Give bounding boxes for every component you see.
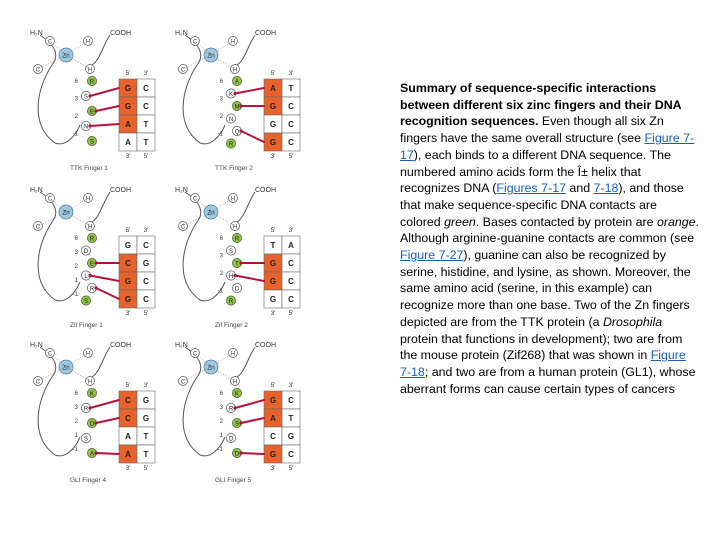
caption-title: Summary of sequence-specific interactions between different six zinc fingers and their DNA recognition sequences. [400, 81, 682, 129]
helix-residue-label: D [234, 286, 240, 293]
position-number: 6 [219, 79, 223, 85]
helix-residue-label: H [228, 273, 234, 280]
helix-residue-label: R [89, 286, 95, 293]
helix-residue-label: D [234, 451, 240, 458]
position-number: 3 [219, 253, 223, 260]
dna-base: A [125, 138, 131, 147]
position-number: 3 [74, 96, 78, 103]
position-number: 3 [219, 405, 223, 411]
zinc-label: Zn [62, 209, 70, 217]
n-terminus-label: H₂N [30, 30, 43, 37]
dna-pair-base: C [288, 277, 294, 286]
contact-line [235, 276, 264, 282]
dna-base: G [124, 295, 132, 304]
caption-green: green [444, 214, 476, 229]
contact-line [90, 124, 119, 126]
panel-label: GLI Finger 5 [215, 477, 252, 484]
dna-base: G [124, 241, 132, 250]
position-number: 2 [219, 419, 223, 425]
dna-3prime-label: 3' [270, 465, 276, 472]
ligand-residue-label: C [47, 39, 53, 46]
caption-text: . Although arginine-guanine contacts are common (see [400, 214, 699, 246]
caption-drosophila: Drosophila [602, 314, 663, 329]
contact-line [241, 418, 264, 423]
c-terminus-label: COOH [110, 342, 131, 349]
backbone-tail [92, 347, 110, 377]
dna-5prime-label: 5' [143, 153, 149, 160]
position-number: 6 [219, 236, 223, 242]
position-number: 6 [74, 391, 78, 397]
ligand-residue-label: H [85, 39, 91, 46]
helix-residue-label: D [228, 436, 234, 443]
position-number: -1 [217, 131, 223, 138]
dna-base: G [269, 396, 277, 405]
helix-residue-label: E [89, 109, 95, 116]
dna-pair-base: C [143, 102, 149, 111]
position-number: 3 [74, 250, 78, 256]
ligand-residue-label: H [230, 351, 236, 358]
dna-5prime-label: 5' [125, 70, 131, 77]
backbone-loop [180, 347, 225, 456]
panel-label: Zif Finger 2 [215, 322, 248, 329]
ligand-residue-label: C [192, 196, 198, 203]
contact-line [235, 400, 264, 408]
ligand-residue-label: C [47, 351, 53, 358]
contact-line [96, 106, 119, 111]
backbone-loop [35, 192, 80, 301]
c-terminus-label: COOH [255, 342, 276, 349]
position-number: 6 [219, 391, 223, 397]
dna-3prime-label: 3' [143, 382, 149, 389]
position-number: -1 [217, 288, 223, 295]
helix-residue-label: R [89, 79, 95, 86]
dna-3prime-label: 3' [288, 227, 294, 234]
dna-base: C [270, 432, 276, 441]
finger-panel [175, 30, 300, 172]
helix-residue-label: T [235, 261, 239, 268]
backbone-tail [237, 35, 255, 65]
ligand-residue-label: H [230, 196, 236, 203]
dna-base: G [124, 102, 132, 111]
helix-residue-label: K [228, 91, 234, 98]
helix-residue-label: Q [234, 129, 240, 136]
link-figure-7-18[interactable]: 7-18 [593, 181, 619, 196]
finger-panel [30, 342, 155, 484]
dna-base: A [125, 432, 131, 441]
c-terminus-label: COOH [110, 30, 131, 37]
finger-panel [175, 187, 300, 329]
caption-text: ), and those that make sequence-specific DNA contacts are colored [400, 181, 684, 229]
ligand-residue-label: H [87, 67, 93, 74]
ligand-residue-label: H [85, 196, 91, 203]
ligand-residue-label: H [85, 351, 91, 358]
dna-3prime-label: 3' [270, 153, 276, 160]
helix-residue-label: L [84, 273, 88, 280]
dna-pair-base: C [143, 277, 149, 286]
helix-residue-label: D [83, 248, 89, 255]
zinc-label: Zn [62, 364, 70, 372]
dna-pair-base: T [288, 84, 294, 93]
helix-residue-label: R [234, 236, 240, 243]
n-terminus-label: H₂N [175, 187, 188, 194]
helix-residue-label: R [228, 141, 234, 148]
dna-3prime-label: 3' [143, 70, 149, 77]
dna-base: C [125, 414, 131, 423]
panel-label: Zif Finger 1 [70, 322, 103, 329]
backbone-tail [237, 192, 255, 222]
contact-line [90, 88, 119, 96]
dna-base: G [269, 120, 277, 129]
contact-line [90, 276, 119, 282]
n-terminus-label: H₂N [175, 342, 188, 349]
dna-base: C [125, 259, 131, 268]
dna-pair-base: C [288, 295, 294, 304]
dna-5prime-label: 5' [143, 465, 149, 472]
n-terminus-label: H₂N [175, 30, 188, 37]
panel-label: GLI Finger 4 [70, 477, 107, 484]
dna-base: G [124, 277, 132, 286]
dna-3prime-label: 3' [125, 310, 131, 317]
dna-pair-base: T [288, 414, 294, 423]
dna-5prime-label: 5' [288, 310, 294, 317]
helix-residue-label: S [83, 94, 89, 101]
ligand-residue-label: H [87, 379, 93, 386]
position-number: 1 [74, 278, 78, 284]
ligand-residue-label: C [180, 67, 186, 74]
dna-base: G [269, 138, 277, 147]
zinc-label: Zn [207, 209, 215, 217]
helix-residue-label: K [234, 391, 240, 398]
ligand-residue-label: H [230, 39, 236, 46]
dna-base: G [269, 450, 277, 459]
dna-pair-base: G [142, 414, 150, 423]
finger-panel [175, 342, 300, 484]
caption-text: ), each binds to a different DNA sequence. The numbered amino acids form the Î± helix that recognizes DNA ( [400, 147, 671, 196]
link-figures-7-17[interactable]: Figures 7-17 [496, 181, 566, 196]
dna-5prime-label: 5' [270, 382, 276, 389]
helix-residue-label: N [228, 116, 234, 123]
dna-5prime-label: 5' [270, 70, 276, 77]
helix-residue-label: R [228, 298, 234, 305]
position-number: -1 [217, 447, 223, 453]
ligand-residue-label: C [192, 351, 198, 358]
helix-residue-label: S [89, 139, 95, 146]
ligand-residue-label: C [192, 39, 198, 46]
ligand-residue-label: H [232, 379, 238, 386]
backbone-loop [35, 347, 80, 456]
dna-base: G [269, 277, 277, 286]
dna-pair-base: G [142, 259, 150, 268]
caption-orange: orange [656, 214, 696, 229]
ligand-residue-label: H [232, 224, 238, 231]
helix-residue-label: E [89, 261, 95, 268]
c-terminus-label: COOH [255, 30, 276, 37]
ligand-residue-label: C [35, 379, 41, 386]
position-number: 1 [219, 433, 223, 439]
contact-line [96, 418, 119, 423]
position-number: 3 [74, 405, 78, 411]
backbone-loop [35, 35, 80, 144]
dna-pair-base: C [288, 450, 294, 459]
zinc-label: Zn [207, 52, 215, 60]
helix-residue-label: S [83, 298, 89, 305]
contact-line [241, 453, 264, 454]
position-number: 2 [74, 264, 78, 270]
helix-residue-label: K [89, 391, 95, 398]
dna-3prime-label: 3' [143, 227, 149, 234]
c-terminus-label: COOH [255, 187, 276, 194]
ligand-residue-label: H [232, 67, 238, 74]
backbone-loop [180, 35, 225, 144]
backbone-tail [92, 35, 110, 65]
helix-residue-label: A [234, 79, 240, 86]
position-number: 2 [219, 271, 223, 277]
position-number: -1 [72, 131, 78, 138]
link-figure-7-17[interactable]: Figure 7-17 [400, 131, 695, 162]
zinc-label: Zn [207, 364, 215, 372]
helix-residue-label: A [89, 451, 95, 458]
ligand-residue-label: C [35, 67, 41, 74]
helix-residue-label: R [83, 406, 89, 413]
caption-text: Even though all six Zn fingers have the same overall structure (see [400, 114, 664, 146]
dna-pair-base: T [143, 120, 149, 129]
caption-text: protein that functions in development); two are from the mouse protein (Zif268) that was shown in [400, 331, 683, 363]
dna-base: A [270, 84, 276, 93]
figure-caption [400, 80, 700, 397]
contact-line [235, 88, 264, 94]
caption-text: and [565, 181, 594, 196]
helix-residue-label: R [89, 236, 95, 243]
position-number: 2 [219, 114, 223, 120]
helix-residue-label: S [83, 436, 89, 443]
position-number: 6 [74, 79, 78, 85]
dna-pair-base: C [288, 120, 294, 129]
dna-base: G [269, 259, 277, 268]
position-number: 2 [74, 114, 78, 120]
dna-pair-base: T [143, 432, 149, 441]
dna-pair-base: C [288, 102, 294, 111]
backbone-tail [92, 192, 110, 222]
contact-line [96, 288, 119, 299]
helix-residue-label: S [234, 421, 240, 428]
dna-pair-base: T [143, 138, 149, 147]
helix-residue-label: M [234, 104, 240, 111]
backbone-loop [180, 192, 225, 301]
contact-line [241, 131, 264, 142]
link-figure-7-18-b[interactable]: Figure 7-18 [400, 348, 686, 379]
position-number: 1 [74, 433, 78, 439]
finger-panel [30, 30, 155, 172]
dna-5prime-label: 5' [288, 465, 294, 472]
dna-base: C [125, 396, 131, 405]
dna-base: G [269, 295, 277, 304]
dna-3prime-label: 3' [288, 70, 294, 77]
helix-residue-label: R [228, 406, 234, 413]
dna-base: A [125, 450, 131, 459]
position-number: 3 [219, 96, 223, 103]
ligand-residue-label: C [35, 224, 41, 231]
contact-line [90, 400, 119, 408]
position-number: -1 [72, 292, 78, 298]
dna-base: A [270, 414, 276, 423]
n-terminus-label: H₂N [30, 342, 43, 349]
dna-pair-base: C [143, 295, 149, 304]
position-number: 6 [74, 236, 78, 242]
helix-residue-label: N [83, 124, 89, 131]
helix-residue-label: S [228, 248, 234, 255]
dna-3prime-label: 3' [125, 465, 131, 472]
dna-pair-base: A [288, 241, 294, 250]
c-terminus-label: COOH [110, 187, 131, 194]
panel-label: TTK Finger 2 [215, 165, 253, 172]
dna-base: A [125, 120, 131, 129]
dna-3prime-label: 3' [288, 382, 294, 389]
dna-5prime-label: 5' [143, 310, 149, 317]
dna-3prime-label: 3' [125, 153, 131, 160]
caption-text: ), guanine can also be recognized by serine, histidine, and lysine, as shown. Moreover, the same amino acid (serine, in this example) can recognize more than one base. Two of the Zn fingers depicted are from the TTK protein (a [400, 248, 691, 329]
finger-panel [30, 187, 155, 329]
dna-pair-base: T [143, 450, 149, 459]
dna-pair-base: C [288, 396, 294, 405]
n-terminus-label: H₂N [30, 187, 43, 194]
ligand-residue-label: C [47, 196, 53, 203]
position-number: 2 [74, 419, 78, 425]
link-figure-7-27[interactable]: Figure 7-27 [400, 248, 464, 263]
ligand-residue-label: C [180, 224, 186, 231]
helix-residue-label: D [89, 421, 95, 428]
dna-pair-base: C [143, 241, 149, 250]
contact-line [96, 453, 119, 454]
ligand-residue-label: C [180, 379, 186, 386]
dna-5prime-label: 5' [125, 382, 131, 389]
caption-text: . Bases contacted by protein are [475, 214, 657, 229]
ligand-residue-label: H [87, 224, 93, 231]
backbone-tail [237, 347, 255, 377]
dna-3prime-label: 3' [270, 310, 276, 317]
caption-text: ; and two are from a human protein (GL1), whose aberrant forms can cause certain types of cancers [400, 364, 696, 396]
dna-base: T [270, 241, 276, 250]
dna-pair-base: G [287, 432, 295, 441]
dna-5prime-label: 5' [288, 153, 294, 160]
dna-pair-base: C [143, 84, 149, 93]
dna-5prime-label: 5' [125, 227, 131, 234]
dna-pair-base: C [288, 138, 294, 147]
dna-pair-base: G [142, 396, 150, 405]
dna-5prime-label: 5' [270, 227, 276, 234]
dna-base: G [124, 84, 132, 93]
dna-pair-base: C [288, 259, 294, 268]
zinc-label: Zn [62, 52, 70, 60]
position-number: -1 [72, 447, 78, 453]
panel-label: TTK Finger 1 [70, 165, 108, 172]
dna-base: G [269, 102, 277, 111]
